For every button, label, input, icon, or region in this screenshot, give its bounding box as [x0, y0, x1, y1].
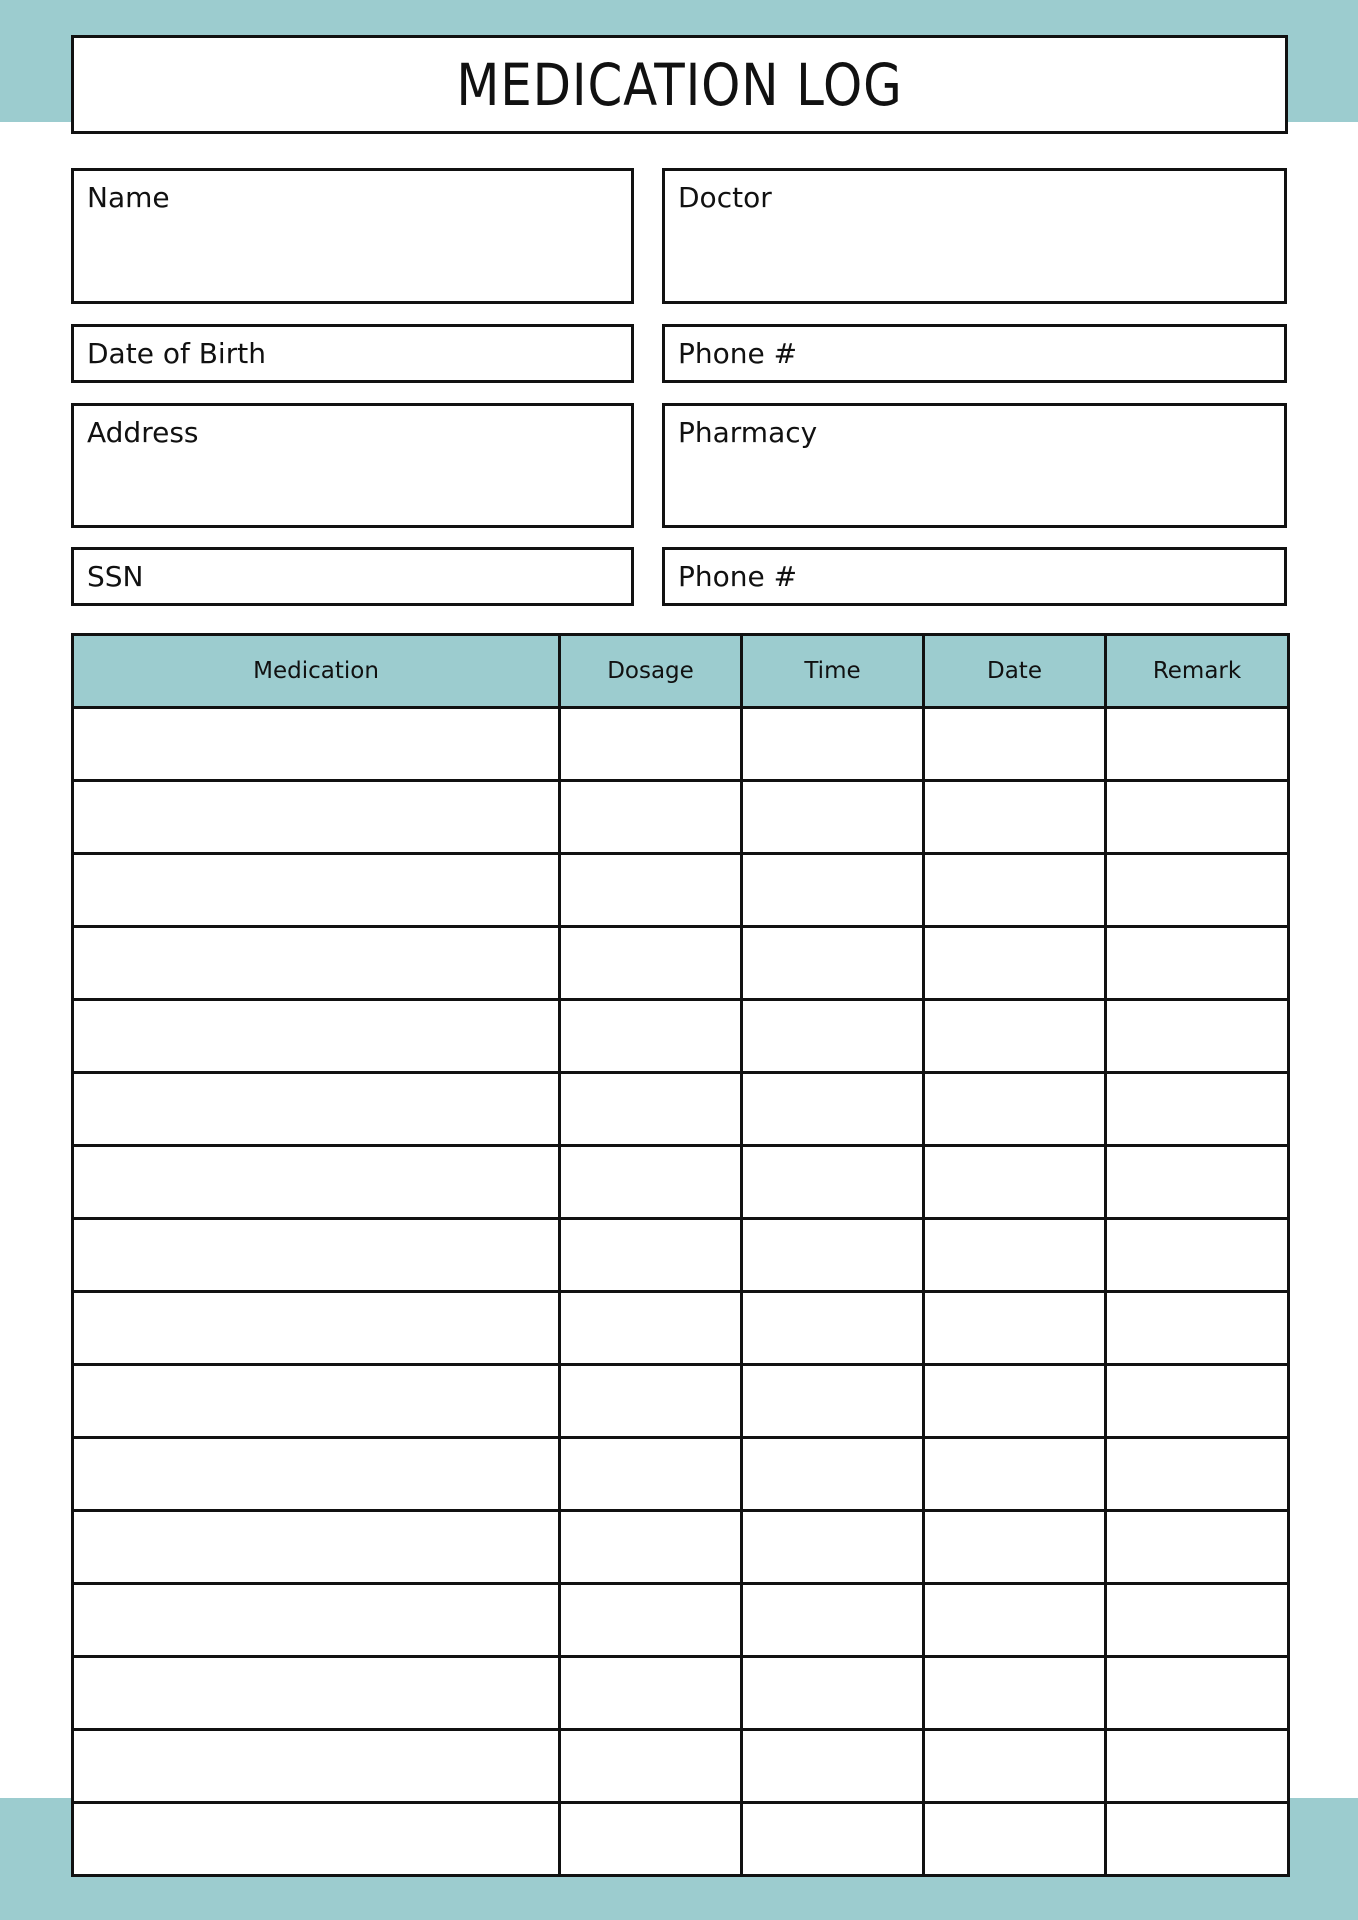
cell-date[interactable]: [924, 1146, 1106, 1219]
cell-date[interactable]: [924, 1219, 1106, 1292]
cell-time[interactable]: [742, 1000, 924, 1073]
pharmacy-label: Pharmacy: [678, 416, 818, 449]
page-title: MEDICATION LOG: [456, 50, 903, 119]
ssn-field[interactable]: [71, 547, 634, 606]
cell-time[interactable]: [742, 781, 924, 854]
cell-medication[interactable]: [73, 1365, 560, 1438]
cell-medication[interactable]: [73, 1438, 560, 1511]
table-body: [73, 708, 1289, 1876]
cell-medication[interactable]: [73, 1803, 560, 1876]
cell-dosage[interactable]: [560, 1803, 742, 1876]
cell-remark[interactable]: [1106, 1292, 1289, 1365]
table-row: [73, 1657, 1289, 1730]
cell-medication[interactable]: [73, 1219, 560, 1292]
date-of-birth-field[interactable]: [71, 324, 634, 383]
cell-remark[interactable]: [1106, 708, 1289, 781]
cell-time[interactable]: [742, 854, 924, 927]
cell-dosage[interactable]: [560, 1584, 742, 1657]
cell-remark[interactable]: [1106, 927, 1289, 1000]
column-header-remark: Remark: [1106, 635, 1289, 708]
cell-dosage[interactable]: [560, 1511, 742, 1584]
cell-time[interactable]: [742, 927, 924, 1000]
cell-medication[interactable]: [73, 1073, 560, 1146]
cell-medication[interactable]: [73, 781, 560, 854]
cell-dosage[interactable]: [560, 781, 742, 854]
table-row: [73, 781, 1289, 854]
cell-date[interactable]: [924, 1292, 1106, 1365]
cell-medication[interactable]: [73, 1730, 560, 1803]
table-row: [73, 1000, 1289, 1073]
name-field[interactable]: [71, 168, 634, 304]
cell-time[interactable]: [742, 1511, 924, 1584]
cell-remark[interactable]: [1106, 1803, 1289, 1876]
table-row: [73, 1219, 1289, 1292]
cell-time[interactable]: [742, 1365, 924, 1438]
table-row: [73, 1146, 1289, 1219]
medication-log-table: [71, 633, 1290, 1877]
table-row: [73, 1365, 1289, 1438]
cell-medication[interactable]: [73, 708, 560, 781]
cell-time[interactable]: [742, 1146, 924, 1219]
cell-date[interactable]: [924, 1657, 1106, 1730]
cell-time[interactable]: [742, 1803, 924, 1876]
cell-time[interactable]: [742, 1730, 924, 1803]
cell-remark[interactable]: [1106, 1000, 1289, 1073]
cell-dosage[interactable]: [560, 1146, 742, 1219]
doctor-phone-label: Phone #: [678, 337, 798, 370]
cell-date[interactable]: [924, 1730, 1106, 1803]
table-row: [73, 1803, 1289, 1876]
cell-dosage[interactable]: [560, 1365, 742, 1438]
cell-remark[interactable]: [1106, 1365, 1289, 1438]
cell-dosage[interactable]: [560, 1438, 742, 1511]
cell-medication[interactable]: [73, 854, 560, 927]
cell-medication[interactable]: [73, 1584, 560, 1657]
column-header-date: Date: [924, 635, 1106, 708]
cell-date[interactable]: [924, 1365, 1106, 1438]
table-row: [73, 1073, 1289, 1146]
cell-time[interactable]: [742, 1073, 924, 1146]
cell-dosage[interactable]: [560, 1073, 742, 1146]
cell-remark[interactable]: [1106, 1219, 1289, 1292]
cell-remark[interactable]: [1106, 1511, 1289, 1584]
cell-time[interactable]: [742, 1657, 924, 1730]
cell-remark[interactable]: [1106, 1073, 1289, 1146]
cell-time[interactable]: [742, 1292, 924, 1365]
pharmacy-field[interactable]: [662, 403, 1287, 528]
name-label: Name: [87, 181, 170, 214]
cell-remark[interactable]: [1106, 854, 1289, 927]
table-row: [73, 1730, 1289, 1803]
cell-dosage[interactable]: [560, 1657, 742, 1730]
cell-remark[interactable]: [1106, 1584, 1289, 1657]
cell-dosage[interactable]: [560, 1000, 742, 1073]
doctor-phone-field[interactable]: [662, 324, 1287, 383]
table-header-row: [73, 635, 1289, 708]
cell-dosage[interactable]: [560, 708, 742, 781]
table-row: [73, 1292, 1289, 1365]
cell-date[interactable]: [924, 708, 1106, 781]
address-label: Address: [87, 416, 199, 449]
cell-remark[interactable]: [1106, 1657, 1289, 1730]
cell-remark[interactable]: [1106, 1146, 1289, 1219]
cell-medication[interactable]: [73, 1000, 560, 1073]
column-header-dosage: Dosage: [560, 635, 742, 708]
doctor-field[interactable]: [662, 168, 1287, 304]
table-row: [73, 1584, 1289, 1657]
cell-date[interactable]: [924, 927, 1106, 1000]
cell-date[interactable]: [924, 1438, 1106, 1511]
cell-remark[interactable]: [1106, 781, 1289, 854]
cell-remark[interactable]: [1106, 1730, 1289, 1803]
cell-medication[interactable]: [73, 1657, 560, 1730]
pharmacy-phone-field[interactable]: [662, 547, 1287, 606]
address-field[interactable]: [71, 403, 634, 528]
table-row: [73, 854, 1289, 927]
cell-medication[interactable]: [73, 927, 560, 1000]
cell-dosage[interactable]: [560, 854, 742, 927]
doctor-label: Doctor: [678, 181, 772, 214]
cell-date[interactable]: [924, 1000, 1106, 1073]
cell-time[interactable]: [742, 1219, 924, 1292]
cell-medication[interactable]: [73, 1146, 560, 1219]
title-box: [71, 35, 1288, 134]
cell-date[interactable]: [924, 1511, 1106, 1584]
table-row: [73, 927, 1289, 1000]
cell-remark[interactable]: [1106, 1438, 1289, 1511]
column-header-medication: Medication: [73, 635, 560, 708]
cell-time[interactable]: [742, 1438, 924, 1511]
pharmacy-phone-label: Phone #: [678, 560, 798, 593]
cell-date[interactable]: [924, 1073, 1106, 1146]
cell-dosage[interactable]: [560, 927, 742, 1000]
cell-dosage[interactable]: [560, 1219, 742, 1292]
table-row: [73, 1511, 1289, 1584]
cell-date[interactable]: [924, 1803, 1106, 1876]
cell-dosage[interactable]: [560, 1292, 742, 1365]
cell-dosage[interactable]: [560, 1730, 742, 1803]
table-row: [73, 708, 1289, 781]
cell-medication[interactable]: [73, 1292, 560, 1365]
cell-time[interactable]: [742, 708, 924, 781]
ssn-label: SSN: [87, 560, 144, 593]
cell-date[interactable]: [924, 854, 1106, 927]
column-header-time: Time: [742, 635, 924, 708]
cell-date[interactable]: [924, 781, 1106, 854]
cell-time[interactable]: [742, 1584, 924, 1657]
table-row: [73, 1438, 1289, 1511]
date-of-birth-label: Date of Birth: [87, 337, 266, 370]
cell-date[interactable]: [924, 1584, 1106, 1657]
cell-medication[interactable]: [73, 1511, 560, 1584]
